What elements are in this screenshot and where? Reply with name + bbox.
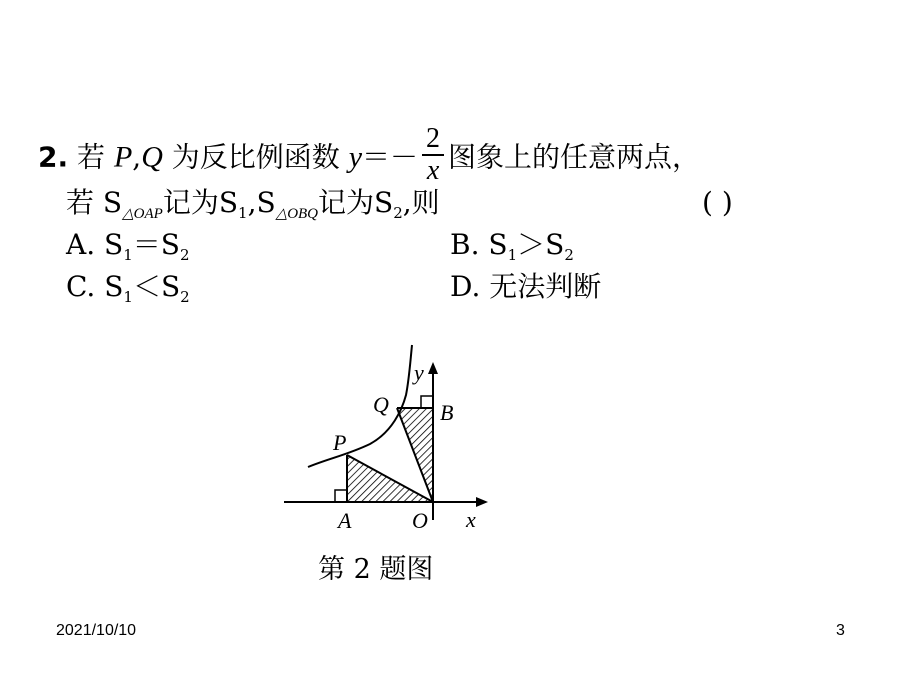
triangle-obq-subscript: △OBQ [275, 206, 319, 222]
y-axis-arrow [428, 362, 438, 374]
line2-mid1: 记为 [162, 186, 219, 219]
s2-subscript: 2 [393, 204, 403, 222]
footer-date: 2021/10/10 [56, 622, 137, 639]
s2-subscript: 2 [179, 246, 190, 264]
s1-subscript: 1 [123, 246, 133, 264]
s1-subscript: 1 [507, 246, 518, 264]
x-axis-arrow [476, 497, 488, 507]
s-symbol: S [104, 270, 124, 303]
var-q: Q [141, 140, 163, 174]
triangle-oap-subscript: △OAP [122, 206, 163, 222]
footer-page-number: 3 [836, 622, 845, 639]
line2-suffix: ,则 [402, 186, 440, 219]
answer-bracket: ( ) [702, 186, 733, 219]
comma: , [132, 140, 142, 174]
question-number: 2. [38, 140, 69, 174]
s1-subscript: 1 [123, 288, 133, 306]
s-symbol: S [102, 186, 123, 219]
comma: , [247, 186, 257, 219]
option-c-label: C. [66, 270, 96, 303]
label-y: y [414, 360, 424, 385]
option-c-relation: ＜ [132, 270, 161, 303]
option-a-relation: ＝ [132, 228, 161, 261]
option-b-label: B. [450, 228, 480, 261]
line1-mid: 为反比例函数 [171, 140, 340, 174]
s2-subscript: 2 [564, 246, 574, 264]
label-p: P [333, 430, 347, 455]
line2-prefix: 若 [66, 186, 95, 219]
line1-prefix: 若 [77, 140, 106, 174]
var-y: y [348, 140, 363, 174]
label-a: A [338, 508, 352, 533]
label-q: Q [373, 392, 389, 417]
option-d-label: D. [450, 270, 481, 303]
right-angle-mark-b [421, 396, 433, 408]
equals-minus: ＝－ [362, 140, 419, 174]
s-symbol: S [256, 186, 276, 219]
line2-mid2: 记为 [318, 186, 375, 219]
s2-subscript: 2 [180, 288, 190, 306]
s-symbol: S [374, 186, 394, 219]
var-p: P [113, 140, 133, 174]
fraction-denominator: x [426, 155, 440, 186]
s-symbol: S [218, 186, 239, 219]
option-a-label: A. [66, 228, 96, 261]
s-symbol: S [488, 228, 508, 261]
option-d-text: 无法判断 [489, 270, 602, 303]
hyperbola-curve [308, 345, 412, 467]
s-symbol: S [160, 270, 181, 303]
line1-suffix: 图象上的任意两点， [448, 140, 701, 174]
label-o: O [412, 508, 428, 533]
s-symbol: S [160, 228, 180, 261]
label-x: x [466, 507, 476, 532]
s-symbol: S [104, 228, 124, 261]
label-b: B [440, 400, 454, 425]
s1-subscript: 1 [238, 204, 248, 222]
option-b-relation: ＞ [517, 228, 546, 261]
right-angle-mark-a [335, 490, 347, 502]
figure-caption: 第 2 题图 [318, 554, 434, 585]
fraction-numerator: 2 [422, 124, 444, 156]
s-symbol: S [545, 228, 565, 261]
